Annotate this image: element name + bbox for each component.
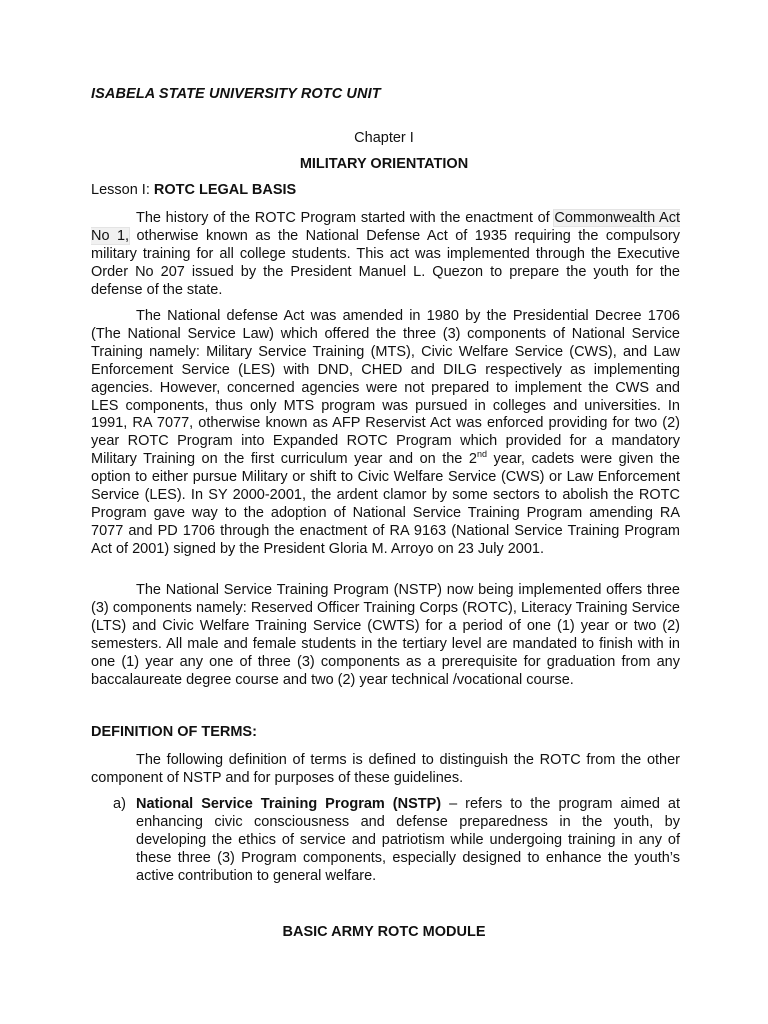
paragraph-nstp: The National Service Training Program (NSTP) now being implemented offers three (3) components namely: Reserved Officer Training Corps (ROTC), Literacy Training Service (LTS) and Civic Welfare Training Service (CWTS) for a period of one (1) year or two (2) semesters. All male and female students in the tertiary level are mandated to finish with in one (1) year any one of three (3) components as a prerequisite for graduation from any baccalaureate degree course and two (2) year technical /vocational course. [91, 582, 680, 688]
definitions-intro: The following definition of terms is defined to distinguish the ROTC from the other component of NSTP and for purposes of these guidelines. [91, 752, 680, 786]
lesson-name: ROTC LEGAL BASIS [153, 182, 297, 198]
lesson-heading [91, 182, 296, 198]
paragraph-amendment-end: year, cadets were given the option to either pursue Military or shift to Civic Welfare Service (CWS) or Law Enforcement Service (LES). In SY 2000-2001, the ardent clamor by some sectors to abolish the ROTC Program gave way to the adoption of National Service Training Program amending RA 7077 and PD 1706 through the enactment of RA 9163 (National Service Training Program Act of 2001) signed by the President Gloria M. Arroyo on 23 July 2001. [91, 451, 680, 557]
paragraph-amendment-start: The National defense Act was amended in 1980 by the Presidential Decree 1706 (The National Service Law) which offered the three (3) components of National Service Training namely: Military Service Training (MTS), Civic Welfare Service (CWS), and Law Enforcement Service (LES) with DND, CHED and DILG respectively as implementing agencies. However, concerned agencies were not prepared to implement the CWS and LES components, thus only MTS program was pursued in colleges and universities. In 1991, RA 7077, otherwise known as AFP Reservist Act was enforced providing for two (2) year ROTC Program into Expanded ROTC Program which provided for a mandatory Military Training on the first curriculum year and on the 2 [91, 308, 680, 468]
definitions-heading: DEFINITION OF TERMS: [91, 724, 257, 740]
chapter-title: MILITARY ORIENTATION [299, 156, 469, 172]
unit-header: ISABELA STATE UNIVERSITY ROTC UNIT [91, 86, 381, 102]
definition-body [136, 796, 680, 886]
paragraph-amendment [91, 308, 680, 559]
definition-term: National Service Training Program (NSTP) [136, 796, 442, 812]
definition-text: – refers to the program aimed at enhancing civic consciousness and defense preparedness in the youth, by developing the ethics of service and patriotism while undergoing training in any of these three (3) Program components, especially designed to enhance the youth’s active contribution to general welfare. [136, 796, 681, 884]
paragraph-history-end: otherwise known as the National Defense Act of 1935 requiring the compulsory military training for all college students. This act was implemented through the Executive Order No 207 issued by the President Manuel L. Quezon to prepare the youth for the defense of the state. [91, 227, 680, 298]
highlighted-link-commonwealth-act[interactable]: Commonwealth Act No 1, [91, 210, 680, 244]
chapter-label: Chapter I [354, 130, 414, 146]
paragraph-history [91, 210, 680, 300]
paragraph-history-start: The history of the ROTC Program started with the enactment of [136, 210, 555, 226]
module-footer: BASIC ARMY ROTC MODULE [282, 924, 486, 940]
lesson-prefix: Lesson I: [91, 182, 154, 198]
definition-marker: a) [113, 796, 126, 812]
ordinal-superscript: nd [476, 449, 487, 460]
